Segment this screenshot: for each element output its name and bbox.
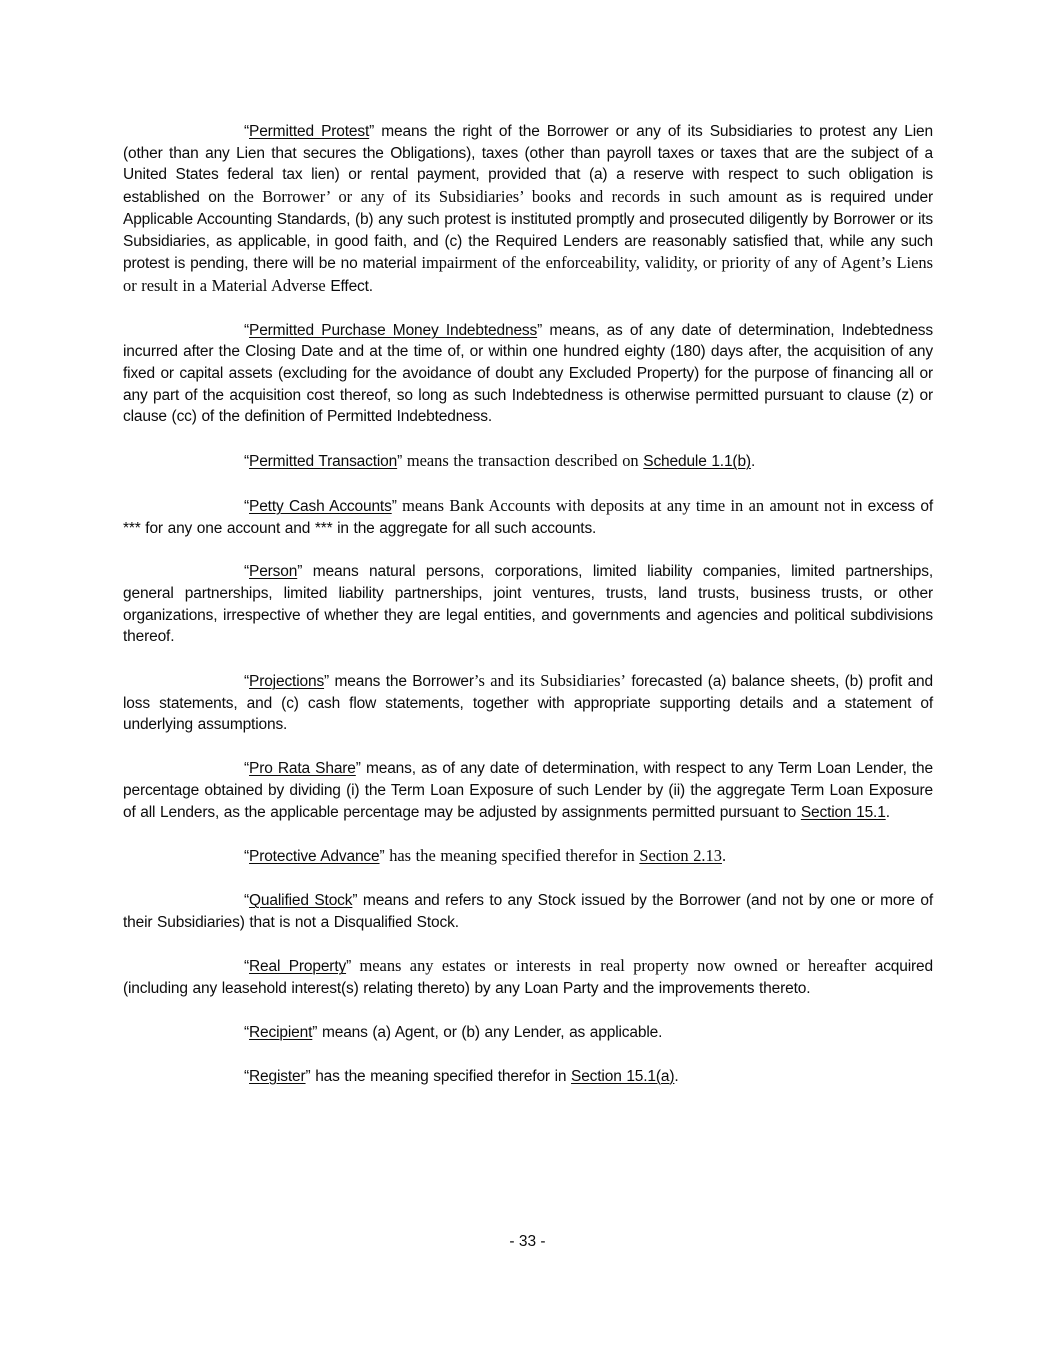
text-segment: “ xyxy=(244,848,250,866)
text-segment: forecasted (a) balance sheets, (b) profit and loss statements, and (c) cash flow statements, together with appropriate supporting details and a statement of underlying assumptions. xyxy=(123,673,934,734)
defined-term: Section 2.13 xyxy=(639,846,722,866)
text-segment: ” xyxy=(379,848,390,866)
defined-term: Section 15.1(a) xyxy=(571,1067,675,1085)
text-segment: ” xyxy=(397,453,407,471)
paragraph-qualified-stock xyxy=(123,890,933,933)
text-segment: . xyxy=(674,1067,679,1085)
paragraph-permitted-transaction xyxy=(123,450,933,473)
text-segment: “ xyxy=(244,123,250,140)
text-segment: ” means the right of the Borrower or any of its Subsidiaries to protest any Lien (other than any Lien that secures the Obligations), taxes (other than payroll taxes or taxes that are the subject of a United States federal tax lien) or rental payment, provided that (a) a reserve with respect to such obligation is established on xyxy=(123,123,933,207)
text-segment: ” xyxy=(391,497,403,515)
text-segment: . xyxy=(721,846,727,866)
text-segment: ” means, as of any date of determination, Indebtedness incurred after the Closing Date and at the time of, or within one hundred eighty (180) days after, the acquisition of any fixed or capital assets (excluding for the avoidance of doubt any Excluded Property) for the purpose of financing all or any part of the acquisition cost thereof, so long as such Indebtedness is otherwise permitted pursuant to clause (z) or clause (cc) of the definition of Permitted Indebtedness. xyxy=(123,321,933,426)
defined-term: Register xyxy=(249,1067,306,1085)
paragraph-register xyxy=(123,1066,933,1088)
defined-term: Recipient xyxy=(249,1023,313,1041)
text-segment: “ xyxy=(244,958,250,976)
text-segment: “ xyxy=(244,1067,250,1085)
defined-term: Schedule 1.1(b) xyxy=(643,453,751,471)
text-segment: ” means, as of any date of determination, with respect to any Term Loan Lender, the percentage obtained by dividing (i) the Term Loan Exposure of such Lender by (ii) the aggregate Term Loan Exposure of all Lenders, as the applicable percentage may be adjusted by assignments permitted pursuant to xyxy=(123,760,933,821)
defined-term: Projections xyxy=(249,673,325,691)
paragraph-projections xyxy=(123,670,933,736)
text-segment: the Borrower’ or any of its Subsidiaries’ books and records in such amount xyxy=(233,187,778,207)
text-segment: “ xyxy=(244,1023,250,1041)
text-segment: ” xyxy=(346,958,360,976)
defined-term: Real Property xyxy=(249,958,347,976)
text-segment: ” means and refers to any Stock issued by the Borrower (and not by one or more of their Subsidiaries) that is not a Disqualified Stock. xyxy=(123,891,933,931)
page-number: - 33 - xyxy=(509,1233,546,1250)
paragraph-pro-rata-share xyxy=(123,758,933,823)
text-segment: . xyxy=(750,453,756,471)
text-segment: ’s and its Subsidiaries’ xyxy=(473,671,626,691)
defined-term: Protective Advance xyxy=(249,848,380,866)
text-segment: “ xyxy=(244,760,250,778)
text-segment: “ xyxy=(244,891,250,909)
paragraph-recipient xyxy=(123,1022,933,1044)
text-segment: ” means the Borrower xyxy=(324,673,474,691)
text-segment: impairment of the enforceability, validity, or priority of any of Agent’s Liens or result in a Material Adverse xyxy=(123,253,933,295)
text-segment: means any estates or interests in real property now owned or hereafter xyxy=(359,956,867,976)
text-segment: Effect. xyxy=(325,277,373,295)
text-segment: ” has the meaning specified therefor in xyxy=(305,1067,572,1085)
text-segment: “ xyxy=(244,563,250,581)
text-segment: ” means natural persons, corporations, limited liability companies, limited partnerships, general partnerships, limited liability partnerships, joint ventures, trusts, land trusts, business trusts, or other organizations, irrespective of whether they are legal entities, and governments and agencies and political subdivisions thereof. xyxy=(123,563,933,646)
defined-term: Section 15.1 xyxy=(800,803,886,821)
text-segment: acquired (including any leasehold interest(s) relating thereto) by any Loan Party and the improvements thereto. xyxy=(123,958,933,998)
text-segment: as is required under Applicable Accounting Standards, (b) any such protest is instituted promptly and prosecuted diligently by Borrower or its Subsidiaries, as applicable, in good faith, and (c) the Required Lenders are reasonably satisfied that, while any such protest is pending, there will be no material xyxy=(123,189,934,273)
text-segment: . xyxy=(885,803,890,821)
paragraph-real-property xyxy=(123,955,933,999)
text-segment: “ xyxy=(244,673,250,691)
defined-term: Permitted Protest xyxy=(249,123,370,140)
defined-term: Person xyxy=(249,563,298,581)
text-segment: “ xyxy=(244,453,250,471)
defined-term: Petty Cash Accounts xyxy=(249,497,392,515)
text-segment: has the meaning specified therefor in xyxy=(389,846,640,866)
text-segment: means the transaction described on xyxy=(406,451,644,471)
text-segment: means Bank Accounts with deposits at any time in an amount not xyxy=(402,495,846,515)
document-body xyxy=(123,121,933,1109)
paragraph-permitted-protest xyxy=(123,121,933,298)
defined-term: Permitted Purchase Money Indebtedness xyxy=(249,321,538,339)
paragraph-petty-cash-accounts xyxy=(123,495,933,539)
text-segment: “ xyxy=(244,497,250,515)
defined-term: Pro Rata Share xyxy=(249,760,356,778)
paragraph-person xyxy=(123,561,933,648)
text-segment: ” means (a) Agent, or (b) any Lender, as applicable. xyxy=(312,1023,663,1041)
text-segment: in excess of *** for any one account and *** in the aggregate for all such accounts. xyxy=(123,497,933,537)
paragraph-protective-advance xyxy=(123,845,933,868)
defined-term: Permitted Transaction xyxy=(249,453,398,471)
text-segment: “ xyxy=(244,321,250,339)
paragraph-permitted-purchase-money-indebtedness xyxy=(123,320,933,429)
defined-term: Qualified Stock xyxy=(249,891,353,909)
